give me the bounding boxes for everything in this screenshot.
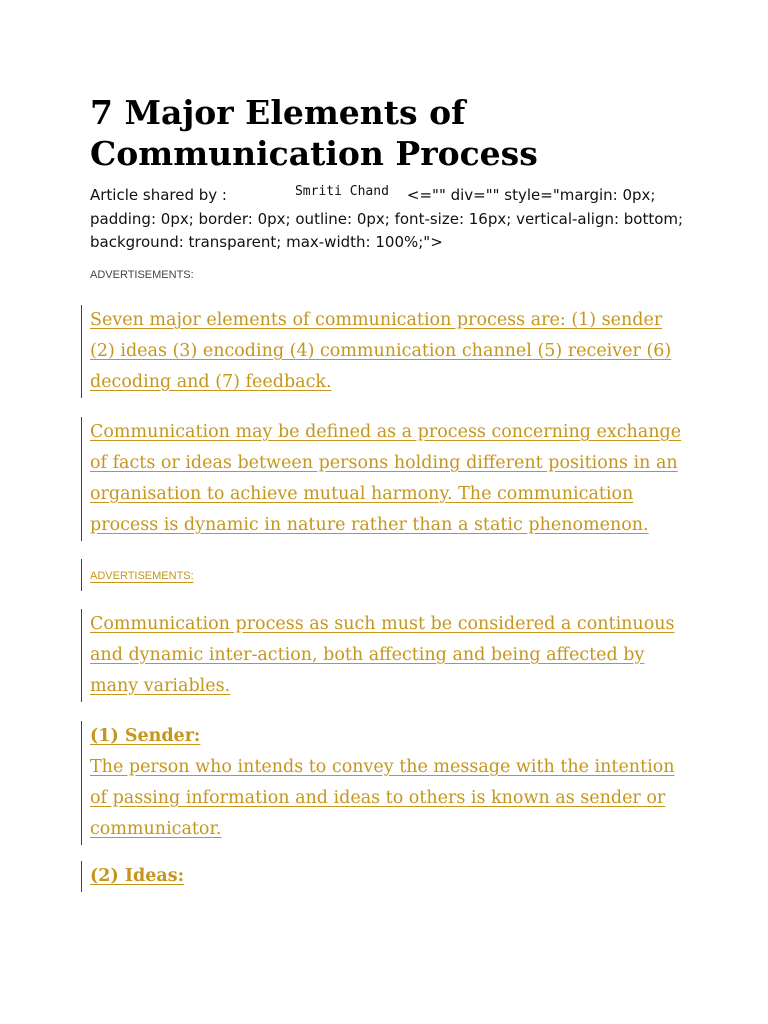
paragraph-link-definition[interactable]: Communication may be defined as a process concerning exchange of facts or ideas between persons holding different positions in an organisation to achieve mutual harmony. The communication process is dynamic in nature rather than a static phenomenon. — [90, 422, 682, 535]
article-block-definition — [90, 417, 690, 541]
article-block-intro — [90, 305, 690, 398]
article-block-process — [90, 609, 690, 702]
byline — [90, 184, 690, 254]
article-block-sender — [90, 721, 690, 845]
heading-link-sender[interactable]: (1) Sender: — [90, 726, 201, 746]
byline-prefix: Article shared by : — [90, 186, 227, 204]
article-title: 7 Major Elements of Communication Process — [90, 93, 538, 173]
article — [90, 92, 690, 892]
paragraph-link-sender[interactable]: The person who intends to convey the message with the intention of passing information and ideas to others is known as sender or communicator. — [90, 757, 675, 839]
heading-link-ideas[interactable]: (2) Ideas: — [90, 866, 185, 886]
article-block-ideas — [90, 861, 690, 892]
byline-stray-markup: <="" div="" style="margin: 0px; padding: 0px; border: 0px; outline: 0px; font-size: 16px; vertical-align: bottom; background: transparent; max-width: 100%;"> — [90, 186, 684, 251]
author-name: Smriti Chand — [294, 184, 389, 199]
article-block-advertisement — [90, 559, 690, 591]
advertisement-link[interactable]: ADVERTISEMENTS: — [90, 570, 194, 582]
paragraph-link-elements[interactable]: Seven major elements of communication process are: (1) sender (2) ideas (3) encoding (4) communication channel (5) receiver (6) decoding and (7) feedback. — [90, 310, 672, 392]
advertisement-label: ADVERTISEMENTS: — [90, 269, 194, 281]
paragraph-link-process[interactable]: Communication process as such must be considered a continuous and dynamic inter-action, both affecting and being affected by many variables. — [90, 614, 675, 696]
